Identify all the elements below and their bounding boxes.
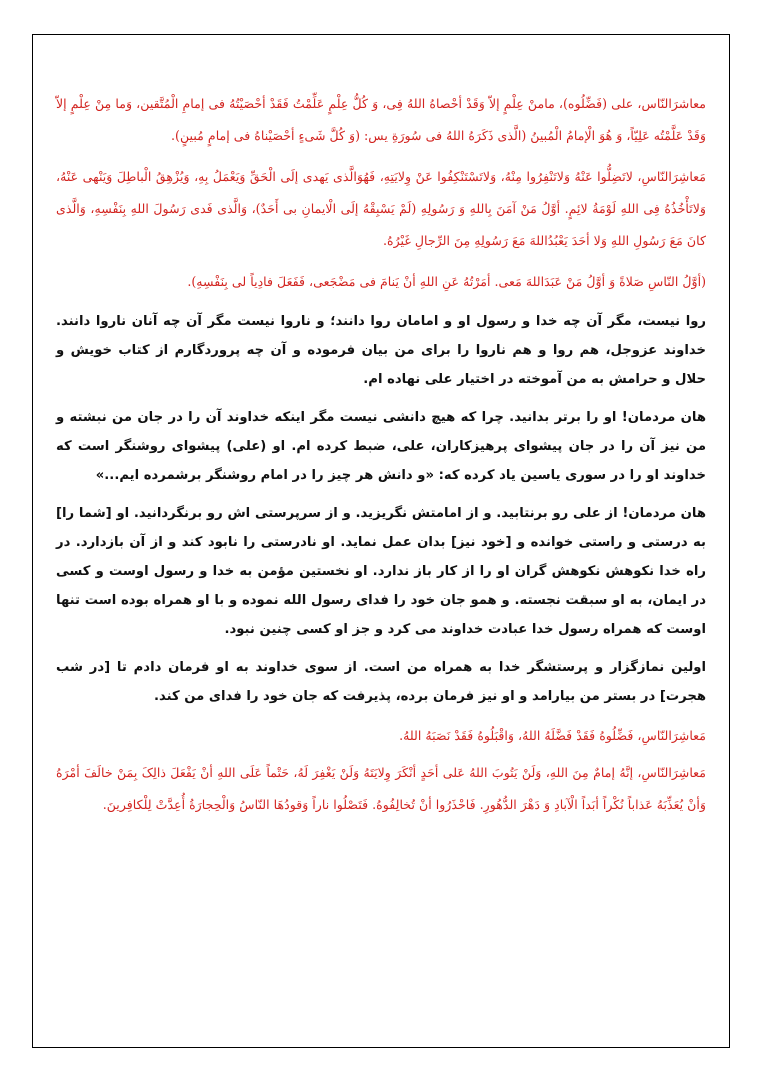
persian-paragraph-2: هان مردمان! او را برتر بدانید. چرا که هیچ دانشی نیست مگر اینکه خداوند آن را در جان من نبشته و من نیز آن را در جان پیشوای پرهیزکاران، علی، ضبط کرده ام. او (علی) پیشوای روشنگر است که خداوند او را در سوری یاسین یاد کرده که: «و دانش هر چیز را در امام روشنگر برشمرده ایم...» [56, 410, 706, 483]
arabic-paragraph-3: (أوَّلُ النّاسِ صَلاةً وَ أوَّلُ مَنْ عَبَدَاللهَ مَعی. أمَرْتُهُ عَنِ اللهِ أنْ یَنامَ فی مَضْجَعی، فَفَعَلَ فادِیاً لی بِنَفْسِهِ). [187, 274, 706, 289]
persian-paragraph-4: اولین نمازگزار و پرستشگر خدا به همراه من است. از سوی خداوند به او فرمان دادم تا [در شب هجرت] در بستر من بیارامد و او نیز فرمان برده، پذیرفت که جان خود را فدای من کند. [56, 660, 706, 704]
persian-paragraph-3: هان مردمان! از علی رو برنتابید. و از امامتش نگریزید. و از سرپرستی اش رو برنگردانید. او [شما را] به درستی و راستی خوانده و [خود نیز] بدان عمل نماید. او نادرستی را نابود کند و از آن بازدارد. در راه خدا نکوهش نکوهش گران او را از کار باز ندارد. او نخستین مؤمن به خدا و رسول اوست و کسی در ایمان، به او سبقت نجسته. و همو جان خود را فدای رسول الله نموده و با او همراه بوده است تنها اوست که همراه رسول خدا عبادت خداوند می کرد و جز او کسی چنین نبود. [56, 506, 706, 637]
arabic-paragraph-1: معاشرَالنّاس، علی (فَضِّلُوه)، مامنْ عِلْمٍ إلاّ وَقَدْ أحْصاهُ اللهُ فِی، وَ کُلُّ عِلْمٍ عَلِّمْتُ فَقَدْ أحْصَیْتُهُ فی إمامِ الْمُتَّقین، وَما مِنْ عِلْمٍ إلاّ وَقَدْ عَلَّمْتُه عَلِیّاً، وَ هُوَ الْإمامُ الْمُبینُ (الَّذی ذَکَرَهُ اللهُ فی سُورَةِ یس: (وَ کُلَّ شَیءٍ أحْصَیْناهُ فی إمامٍ مُبینٍ). [56, 96, 706, 143]
arabic-paragraph-4: مَعاشِرَالنّاسِ، فَضِّلُوهُ فَقَدْ فَضَّلَهُ اللهُ، وَاقْبَلُوهُ فَقَدْ نَصَبَهُ اللهُ. [399, 728, 706, 743]
document-body [56, 88, 706, 830]
persian-paragraph-1: روا نیست، مگر آن چه خدا و رسول او و امامان روا دانند؛ و ناروا نیست مگر آن چه آنان ناروا دانند. خداوند عزوجل، هم روا و هم ناروا را برای من بیان فرموده و آن چه پروردگارم از کتاب خویش و حلال و حرامش به من آموخته در اختیار علی نهاده ام. [56, 314, 706, 387]
arabic-paragraph-2: مَعاشِرَالنّاسِ، لاتَضِلُّوا عَنْهُ وَلاتَنْفِرُوا مِنْهُ، وَلاتَسْتَنْکِفُوا عَنْ وِلایَتِهِ، فَهُوَالَّذی یَهدی إلَی الْحَقِّ وَیَعْمَلُ بِهِ، وَیُزْهِقُ الْباطِلَ وَیَنْهی عَنْهُ، وَلاتَأْخُذُهُ فِی اللهِ لَوْمَةُ لائِمٍ. أوَّلُ مَنْ آمَنَ بِاللهِ وَ رَسُولِهِ (لَمْ یَسْبِقْهُ إلَی الْایمانِ بی أَحَدٌ)، وَالَّذی فَدی رَسُولَ اللهِ بِنَفْسِهِ، وَالَّذی کانَ مَعَ رَسُولِ اللهِ وَلا أحَدَ یَعْبُدُاللهَ مَعَ رَسُولِهِ مِنَ الرِّجالِ غَیْرُهُ. [56, 169, 706, 248]
arabic-paragraph-5: مَعاشِرَالنّاسِ، إنَّهُ إمامٌ مِنَ اللهِ، وَلَنْ یَتُوبَ اللهُ عَلی أحَدٍ أنْکَرَ وِلایَتَهُ وَلَنْ یَغْفِرَ لَهُ، حَتْماً عَلَی اللهِ أنْ یَفْعَلَ ذالِکَ بِمَنْ خالَفَ أمْرَهُ وَأنْ یُعَذِّبَهُ عَذاباً نُکْراً أبَداً الْآبادِ وَ دَهْرَ الدُّهُورِ. فَاحْذَرُوا أنْ تُخالِفُوهُ. فَتَصْلُوا ناراً وَقودُهَا النّاسُ وَالْحِجارَةُ أُعِدَّتْ لِلْکافِرینَ. [56, 765, 706, 812]
